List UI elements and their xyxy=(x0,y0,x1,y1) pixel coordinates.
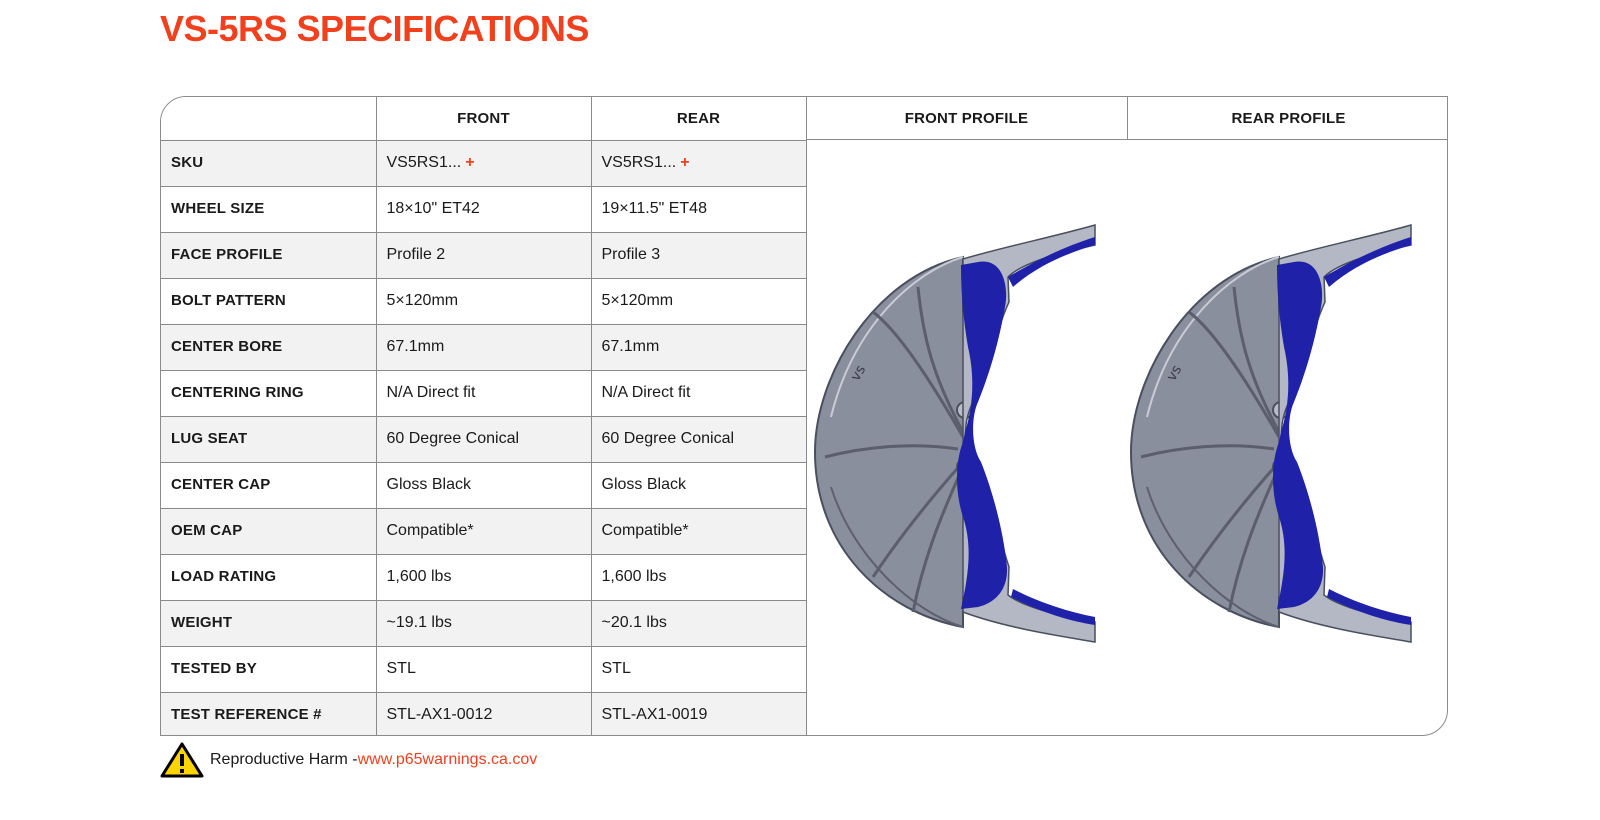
spec-table-body xyxy=(161,140,806,736)
rear-value: STL xyxy=(601,660,631,677)
table-row xyxy=(161,186,806,232)
table-row xyxy=(161,554,806,600)
cell-front xyxy=(376,370,591,416)
table-row xyxy=(161,416,806,462)
rear-value: Gloss Black xyxy=(601,476,686,493)
cell-front xyxy=(376,508,591,554)
row-label: WEIGHT xyxy=(161,600,376,646)
row-label: TEST REFERENCE # xyxy=(161,692,376,736)
cell-rear xyxy=(591,692,806,736)
rear-value: N/A Direct fit xyxy=(601,384,691,401)
front-value: 5×120mm xyxy=(386,292,459,309)
cell-front xyxy=(376,278,591,324)
cell-front xyxy=(376,140,591,186)
cell-rear xyxy=(591,370,806,416)
front-profile-image xyxy=(813,217,1113,647)
rear-value: 19×11.5" ET48 xyxy=(601,200,707,217)
cell-rear xyxy=(591,140,806,186)
rear-value: 1,600 lbs xyxy=(601,568,667,585)
warning-triangle-icon xyxy=(160,742,204,778)
front-value: N/A Direct fit xyxy=(386,384,476,401)
cell-rear xyxy=(591,508,806,554)
front-value: VS5RS1... xyxy=(386,154,462,171)
cell-rear xyxy=(591,278,806,324)
front-value: 18×10" ET42 xyxy=(386,200,480,217)
row-label: CENTER CAP xyxy=(161,462,376,508)
front-value: ~19.1 lbs xyxy=(386,614,452,631)
warning-link[interactable]: www.p65warnings.ca.cov xyxy=(357,751,538,768)
row-label: CENTER BORE xyxy=(161,324,376,370)
rear-value: 60 Degree Conical xyxy=(601,430,735,447)
warning-text: Reproductive Harm - xyxy=(210,751,358,768)
table-row xyxy=(161,278,806,324)
cell-rear xyxy=(591,600,806,646)
row-label: SKU xyxy=(161,140,376,186)
cell-rear xyxy=(591,646,806,692)
row-label: TESTED BY xyxy=(161,646,376,692)
cell-front xyxy=(376,462,591,508)
spec-table-frame xyxy=(160,96,1448,736)
row-label: FACE PROFILE xyxy=(161,232,376,278)
cell-rear xyxy=(591,462,806,508)
rear-profile-image xyxy=(1129,217,1429,647)
rear-profile-label: REAR PROFILE xyxy=(1231,109,1346,127)
table-row xyxy=(161,508,806,554)
row-label: WHEEL SIZE xyxy=(161,186,376,232)
prop65-warning xyxy=(160,742,537,778)
header-front: FRONT xyxy=(376,97,591,140)
rear-value: 5×120mm xyxy=(601,292,674,309)
cell-front xyxy=(376,692,591,736)
rear-value: VS5RS1... xyxy=(601,154,677,171)
table-row xyxy=(161,692,806,736)
cell-front xyxy=(376,186,591,232)
row-label: LOAD RATING xyxy=(161,554,376,600)
cell-front xyxy=(376,600,591,646)
cell-rear xyxy=(591,324,806,370)
row-label: OEM CAP xyxy=(161,508,376,554)
row-label: CENTERING RING xyxy=(161,370,376,416)
cell-rear xyxy=(591,416,806,462)
rear-value: Profile 3 xyxy=(601,246,661,263)
row-label: LUG SEAT xyxy=(161,416,376,462)
rear-value: STL-AX1-0019 xyxy=(601,706,708,724)
front-value: STL-AX1-0012 xyxy=(386,706,493,724)
cell-rear xyxy=(591,232,806,278)
row-label: BOLT PATTERN xyxy=(161,278,376,324)
table-header-row xyxy=(161,97,806,140)
table-row xyxy=(161,232,806,278)
rear-value: ~20.1 lbs xyxy=(601,614,667,631)
front-value: 67.1mm xyxy=(386,338,445,355)
expand-plus-icon[interactable]: + xyxy=(465,154,475,171)
cell-front xyxy=(376,324,591,370)
cell-front xyxy=(376,554,591,600)
expand-plus-icon[interactable]: + xyxy=(680,154,690,171)
table-row xyxy=(161,600,806,646)
table-row xyxy=(161,646,806,692)
table-row xyxy=(161,462,806,508)
table-row xyxy=(161,140,806,186)
front-value: Gloss Black xyxy=(386,476,471,493)
front-value: 60 Degree Conical xyxy=(386,430,520,447)
cell-rear xyxy=(591,554,806,600)
front-value: Compatible* xyxy=(386,522,474,539)
cell-front xyxy=(376,232,591,278)
front-profile-label: FRONT PROFILE xyxy=(806,97,1128,139)
cell-rear xyxy=(591,186,806,232)
front-value: Profile 2 xyxy=(386,246,446,263)
spec-table xyxy=(161,97,807,736)
page-title: VS-5RS SPECIFICATIONS xyxy=(160,8,589,49)
table-row xyxy=(161,324,806,370)
svg-text:vs: vs xyxy=(847,362,870,384)
header-rear: REAR xyxy=(591,97,806,140)
front-value: 1,600 lbs xyxy=(386,568,452,585)
header-corner xyxy=(161,97,376,140)
svg-text:vs: vs xyxy=(1163,362,1186,384)
cell-front xyxy=(376,416,591,462)
front-value: STL xyxy=(386,660,416,677)
table-row xyxy=(161,370,806,416)
cell-front xyxy=(376,646,591,692)
rear-value: Compatible* xyxy=(601,522,689,539)
rear-value: 67.1mm xyxy=(601,338,660,355)
profiles-header xyxy=(806,97,1448,140)
